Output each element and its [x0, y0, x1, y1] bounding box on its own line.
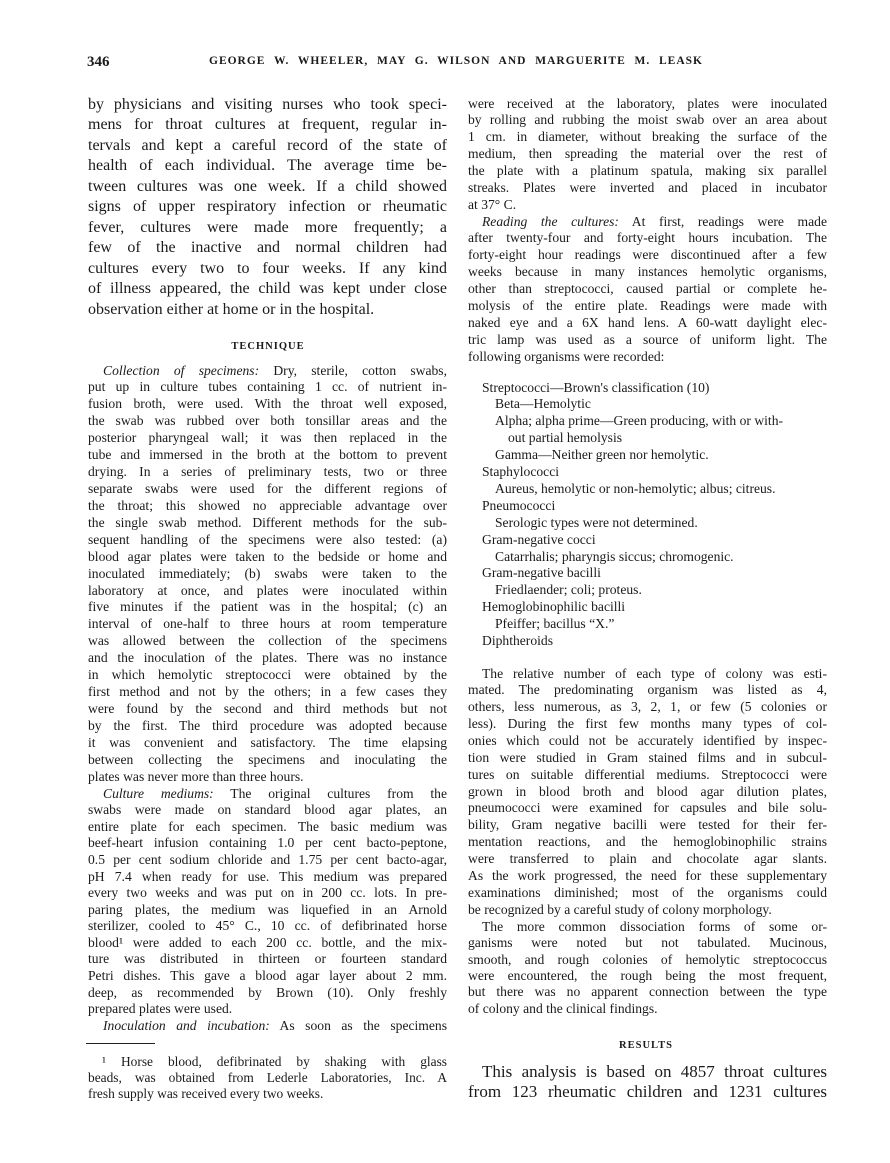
inoculation-paragraph-cont-line: medium, then spreading the material over the rest of [468, 146, 827, 162]
collection-paragraph-line: between collecting the specimens and inoculating the [88, 751, 447, 767]
list-item [495, 481, 827, 498]
intro-paragraph-line: tervals and kept a careful record of the state of [88, 136, 447, 154]
line-text: Gram-negative bacilli [482, 565, 601, 581]
intro-paragraph-line: observation either at home or in the hospital. [88, 300, 375, 318]
collection-paragraph-line: separate swabs were used for the different regions of [88, 480, 447, 496]
relative-number-paragraph-line: tion were studied in Gram stained films and in subcul- [468, 749, 827, 765]
line-text: Gram-negative cocci [482, 531, 596, 547]
reading-paragraph-line: tric lamp was used as a source of uniform light. The [468, 331, 827, 347]
intro-paragraph-line: cultures every two to four weeks. If any kind [88, 259, 447, 277]
collection-paragraph-line: five minutes if the patient was in the hospital; (c) an [88, 599, 447, 615]
collection-paragraph-line: the throat; this showed no appreciable advantage over [88, 497, 447, 513]
collection-paragraph-line: the single swab method. Different methods for the sub- [88, 514, 447, 530]
relative-number-paragraph-line: examinations diminished; most of the organisms could [468, 884, 827, 900]
run-in-heading: Culture mediums: [103, 785, 214, 801]
inoculation-paragraph-cont-line: were received at the laboratory, plates were inoculated [468, 95, 827, 111]
collection-paragraph-line: inoculated immediately; (b) swabs were taken to the [88, 565, 447, 581]
collection-paragraph-line: tube and immersed in the broth at the bottom to prevent [88, 447, 447, 463]
line-text: Dry, sterile, cotton swabs, [259, 362, 447, 378]
inoculation-paragraph-cont-line: 1 cm. in diameter, without breaking the surface of the [468, 129, 827, 145]
run-in-heading: Inoculation and incubation: [103, 1017, 270, 1033]
culture-paragraph-line: deep, as recommended by Brown (10). Only freshly [88, 984, 447, 1000]
list-item [482, 464, 827, 481]
list-item [482, 380, 827, 397]
footnote-line: ¹ Horse blood, defibrinated by shaking with glass [102, 1053, 447, 1069]
relative-number-paragraph-line: onies which could not be accurately identified by inspec- [468, 733, 827, 748]
relative-number-paragraph-line: pneumococci were examined for capsules and bile solu- [468, 800, 827, 816]
list-item [482, 599, 827, 616]
culture-paragraph-line: beef-heart infusion containing 1.0 per cent bacto-peptone, [88, 835, 447, 851]
relative-number-paragraph-line: The relative number of each type of colony was esti- [482, 665, 827, 681]
list-item [495, 413, 827, 430]
footnote-line: beads, was obtained from Lederle Laboratories, Inc. A [88, 1070, 447, 1086]
list-item [495, 515, 827, 532]
collection-paragraph-line: and the inoculation of the plates. There was no instance [88, 650, 447, 666]
collection-paragraph-line: the swab was rubbed over both tonsillar areas and the [88, 413, 447, 429]
run-in-heading: Collection of specimens: [103, 362, 260, 378]
intro-paragraph-line: tween cultures was one week. If a child showed [88, 177, 447, 195]
line-text: Pneumococci [482, 497, 556, 513]
list-item [482, 498, 827, 515]
line-text: Alpha; alpha prime—Green producing, with or with- [495, 413, 784, 429]
relative-number-paragraph-line: others, less numerous, as 3, 2, 1, or few (5 colonies or [468, 699, 827, 715]
dissociation-paragraph-line: The more common dissociation forms of some or- [482, 918, 827, 934]
footnote-line: fresh supply was received every two weeks. [88, 1086, 324, 1102]
inoculation-paragraph-cont-line: streaks. Plates were inverted and placed in incubator [468, 179, 827, 195]
collection-paragraph-line: first method and not by the others; in a few cases they [88, 684, 447, 700]
culture-paragraph-line: pH 7.4 when ready for use. This medium was prepared [88, 868, 447, 884]
collection-paragraph-line: laboratory at once, and plates were inoculated within [88, 582, 447, 598]
line-text: Serologic types were not determined. [495, 514, 698, 530]
culture-paragraph-line: 0.5 per cent sodium chloride and 1.75 per cent bacto-agar, [88, 851, 447, 867]
inoculation-paragraph-cont-line: at 37° C. [468, 196, 517, 212]
reading-paragraph-line: forty-eight hour readings were discontinued after a few [468, 247, 827, 263]
collection-paragraph-line: put up in culture tubes containing 1 cc. of nutrient in- [88, 379, 447, 395]
collection-paragraph-line: by the first. The third procedure was adopted because [88, 717, 447, 733]
culture-paragraph-line: sterilizer, cooled to 45° C., 10 cc. of defibrinated horse [88, 918, 447, 934]
relative-number-paragraph-line: tures on suitable differential mediums. Streptococci were [468, 766, 827, 782]
inoculation-paragraph-cont-line: the plate with a platinum spatula, making six parallel [468, 162, 827, 178]
reading-paragraph-line: following organisms were recorded: [468, 348, 665, 364]
relative-number-paragraph-line: less). During the first few months many types of col- [468, 716, 827, 732]
collection-paragraph-line: interval of one-half to three hours at room temperature [88, 616, 447, 632]
list-item [495, 616, 827, 633]
line-text: Catarrhalis; pharyngis siccus; chromogenic. [495, 548, 734, 564]
collection-paragraph-line: in which hemolytic streptococci were obtained by the [88, 667, 447, 683]
intro-paragraph-line: of illness appeared, the child was kept under close [88, 280, 447, 298]
results-paragraph-line: from 123 rheumatic children and 1231 cultures [468, 1082, 827, 1102]
line-text: Streptococci—Brown's classification (10) [482, 379, 710, 395]
line-text: The original cultures from the [213, 785, 447, 801]
intro-paragraph-line: health of each individual. The average time be- [88, 157, 447, 175]
dissociation-paragraph-line: of colony and the clinical findings. [468, 1000, 658, 1016]
intro-paragraph-line: signs of upper respiratory infection or rheumatic [88, 198, 447, 216]
relative-number-paragraph-line: were transferred to plain and chocolate agar slants. [468, 851, 827, 867]
reading-paragraph-line: after twenty-four and forty-eight hours incubation. The [468, 230, 827, 246]
culture-paragraph-line: blood¹ were added to each 200 cc. bottle, and the mix- [88, 934, 447, 950]
collection-paragraph-line: drying. In a series of preliminary tests, two or three [88, 464, 447, 480]
line-text: Friedlaender; coli; proteus. [495, 582, 642, 598]
culture-paragraph-line: paring plates, the medium was liquefied in an Arnold [88, 901, 447, 917]
list-item [495, 549, 827, 566]
intro-paragraph-line: fever, cultures were made more frequently; a [88, 218, 447, 236]
intro-paragraph-line: few of the inactive and normal children had [88, 239, 447, 257]
reading-paragraph-line [482, 214, 827, 231]
list-item [495, 396, 827, 413]
culture-paragraph-line: Petri dishes. This gave a blood agar layer about 2 mm. [88, 967, 447, 983]
line-text: Diphtheroids [482, 633, 553, 649]
culture-paragraph-line [103, 786, 447, 803]
culture-paragraph-line: every two weeks and was put on in 200 cc. lots. In pre- [88, 885, 447, 901]
dissociation-paragraph-line: ganisms were noted but not tabulated. Mucinous, [468, 935, 827, 951]
line-text: Staphylococci [482, 464, 560, 480]
section-heading-technique: TECHNIQUE [231, 341, 305, 352]
intro-paragraph-line: mens for throat cultures at frequent, regular in- [88, 116, 447, 134]
line-text: Hemoglobinophilic bacilli [482, 599, 626, 615]
page-number: 346 [87, 54, 110, 70]
collection-paragraph-line: sequent handling of the specimens were also tested: (a) [88, 531, 447, 547]
relative-number-paragraph-line: As the work progressed, the need for these supplementary [468, 867, 827, 883]
list-item [495, 582, 827, 599]
culture-paragraph-line: entire plate for each specimen. The basic medium was [88, 818, 447, 834]
relative-number-paragraph-line: mated. The predominating organism was listed as 4, [468, 682, 827, 698]
list-item [508, 430, 827, 447]
running-head: GEORGE W. WHEELER, MAY G. WILSON AND MARGUERITE M. LEASK [209, 55, 703, 67]
dissociation-paragraph-line: smooth, and rough colonies of hemolytic streptococcus [468, 951, 827, 967]
culture-paragraph-line: swabs were made on standard blood agar plates, an [88, 802, 447, 818]
reading-paragraph-line: weeks because in many instances hemolytic organisms, [468, 264, 827, 280]
relative-number-paragraph-line: bility, Gram negative bacilli were tested for their fer- [468, 817, 827, 833]
section-heading-results: RESULTS [619, 1040, 673, 1051]
collection-paragraph-line [103, 363, 447, 380]
list-item [482, 565, 827, 582]
dissociation-paragraph-line: were encountered, the rough being the most frequent, [468, 968, 827, 983]
collection-paragraph-line: it was convenient and satisfactory. The time elapsing [88, 734, 447, 750]
reading-paragraph-line: molysis of the entire plate. Readings were made with [468, 298, 827, 314]
inoculation-paragraph-line [103, 1018, 447, 1035]
collection-paragraph-line: plates was never more than three hours. [88, 768, 304, 784]
relative-number-paragraph-line: mentation reactions, and the hemoglobinophilic strains [468, 834, 827, 850]
collection-paragraph-line: was allowed between the collection of the specimens [88, 633, 447, 649]
line-text: Aureus, hemolytic or non-hemolytic; albus; citreus. [495, 480, 776, 496]
line-text: Beta—Hemolytic [495, 396, 591, 412]
intro-paragraph-line: by physicians and visiting nurses who took speci- [88, 95, 447, 113]
culture-paragraph-line: ture was distributed in thirteen or fourteen standard [88, 951, 447, 967]
inoculation-paragraph-cont-line: by rolling and rubbing the moist swab over an area about [468, 112, 827, 128]
line-text: Gamma—Neither green nor hemolytic. [495, 447, 709, 463]
list-item [482, 633, 827, 650]
line-text: out partial hemolysis [508, 430, 623, 446]
collection-paragraph-line: posterior pharyngeal wall; it was then replaced in the [88, 430, 447, 446]
collection-paragraph-line: were found by the second and third methods but not [88, 700, 447, 716]
results-paragraph-line: This analysis is based on 4857 throat cultures [482, 1061, 827, 1081]
line-text: As soon as the specimens [269, 1017, 447, 1033]
list-item [495, 447, 827, 464]
list-item [482, 532, 827, 549]
line-text: Pfeiffer; bacillus “X.” [495, 616, 615, 632]
reading-paragraph-line: other than streptococci, caused partial or complete he- [468, 281, 827, 297]
footnote-divider [86, 1043, 155, 1044]
collection-paragraph-line: fusion broth, were used. With the throat well exposed, [88, 396, 447, 412]
line-text: At first, readings were made [618, 213, 827, 229]
relative-number-paragraph-line: grown in blood broth and blood agar dilution plates, [468, 783, 827, 799]
dissociation-paragraph-line: but there was no apparent connection between the type [468, 984, 827, 1000]
reading-paragraph-line: naked eye and a 6X hand lens. A 60-watt daylight elec- [468, 314, 827, 330]
collection-paragraph-line: blood agar plates were taken to the bedside or home and [88, 548, 447, 564]
relative-number-paragraph-line: be recognized by a careful study of colony morphology. [468, 901, 772, 917]
run-in-heading: Reading the cultures: [482, 213, 619, 229]
culture-paragraph-line: prepared plates were used. [88, 1001, 233, 1017]
